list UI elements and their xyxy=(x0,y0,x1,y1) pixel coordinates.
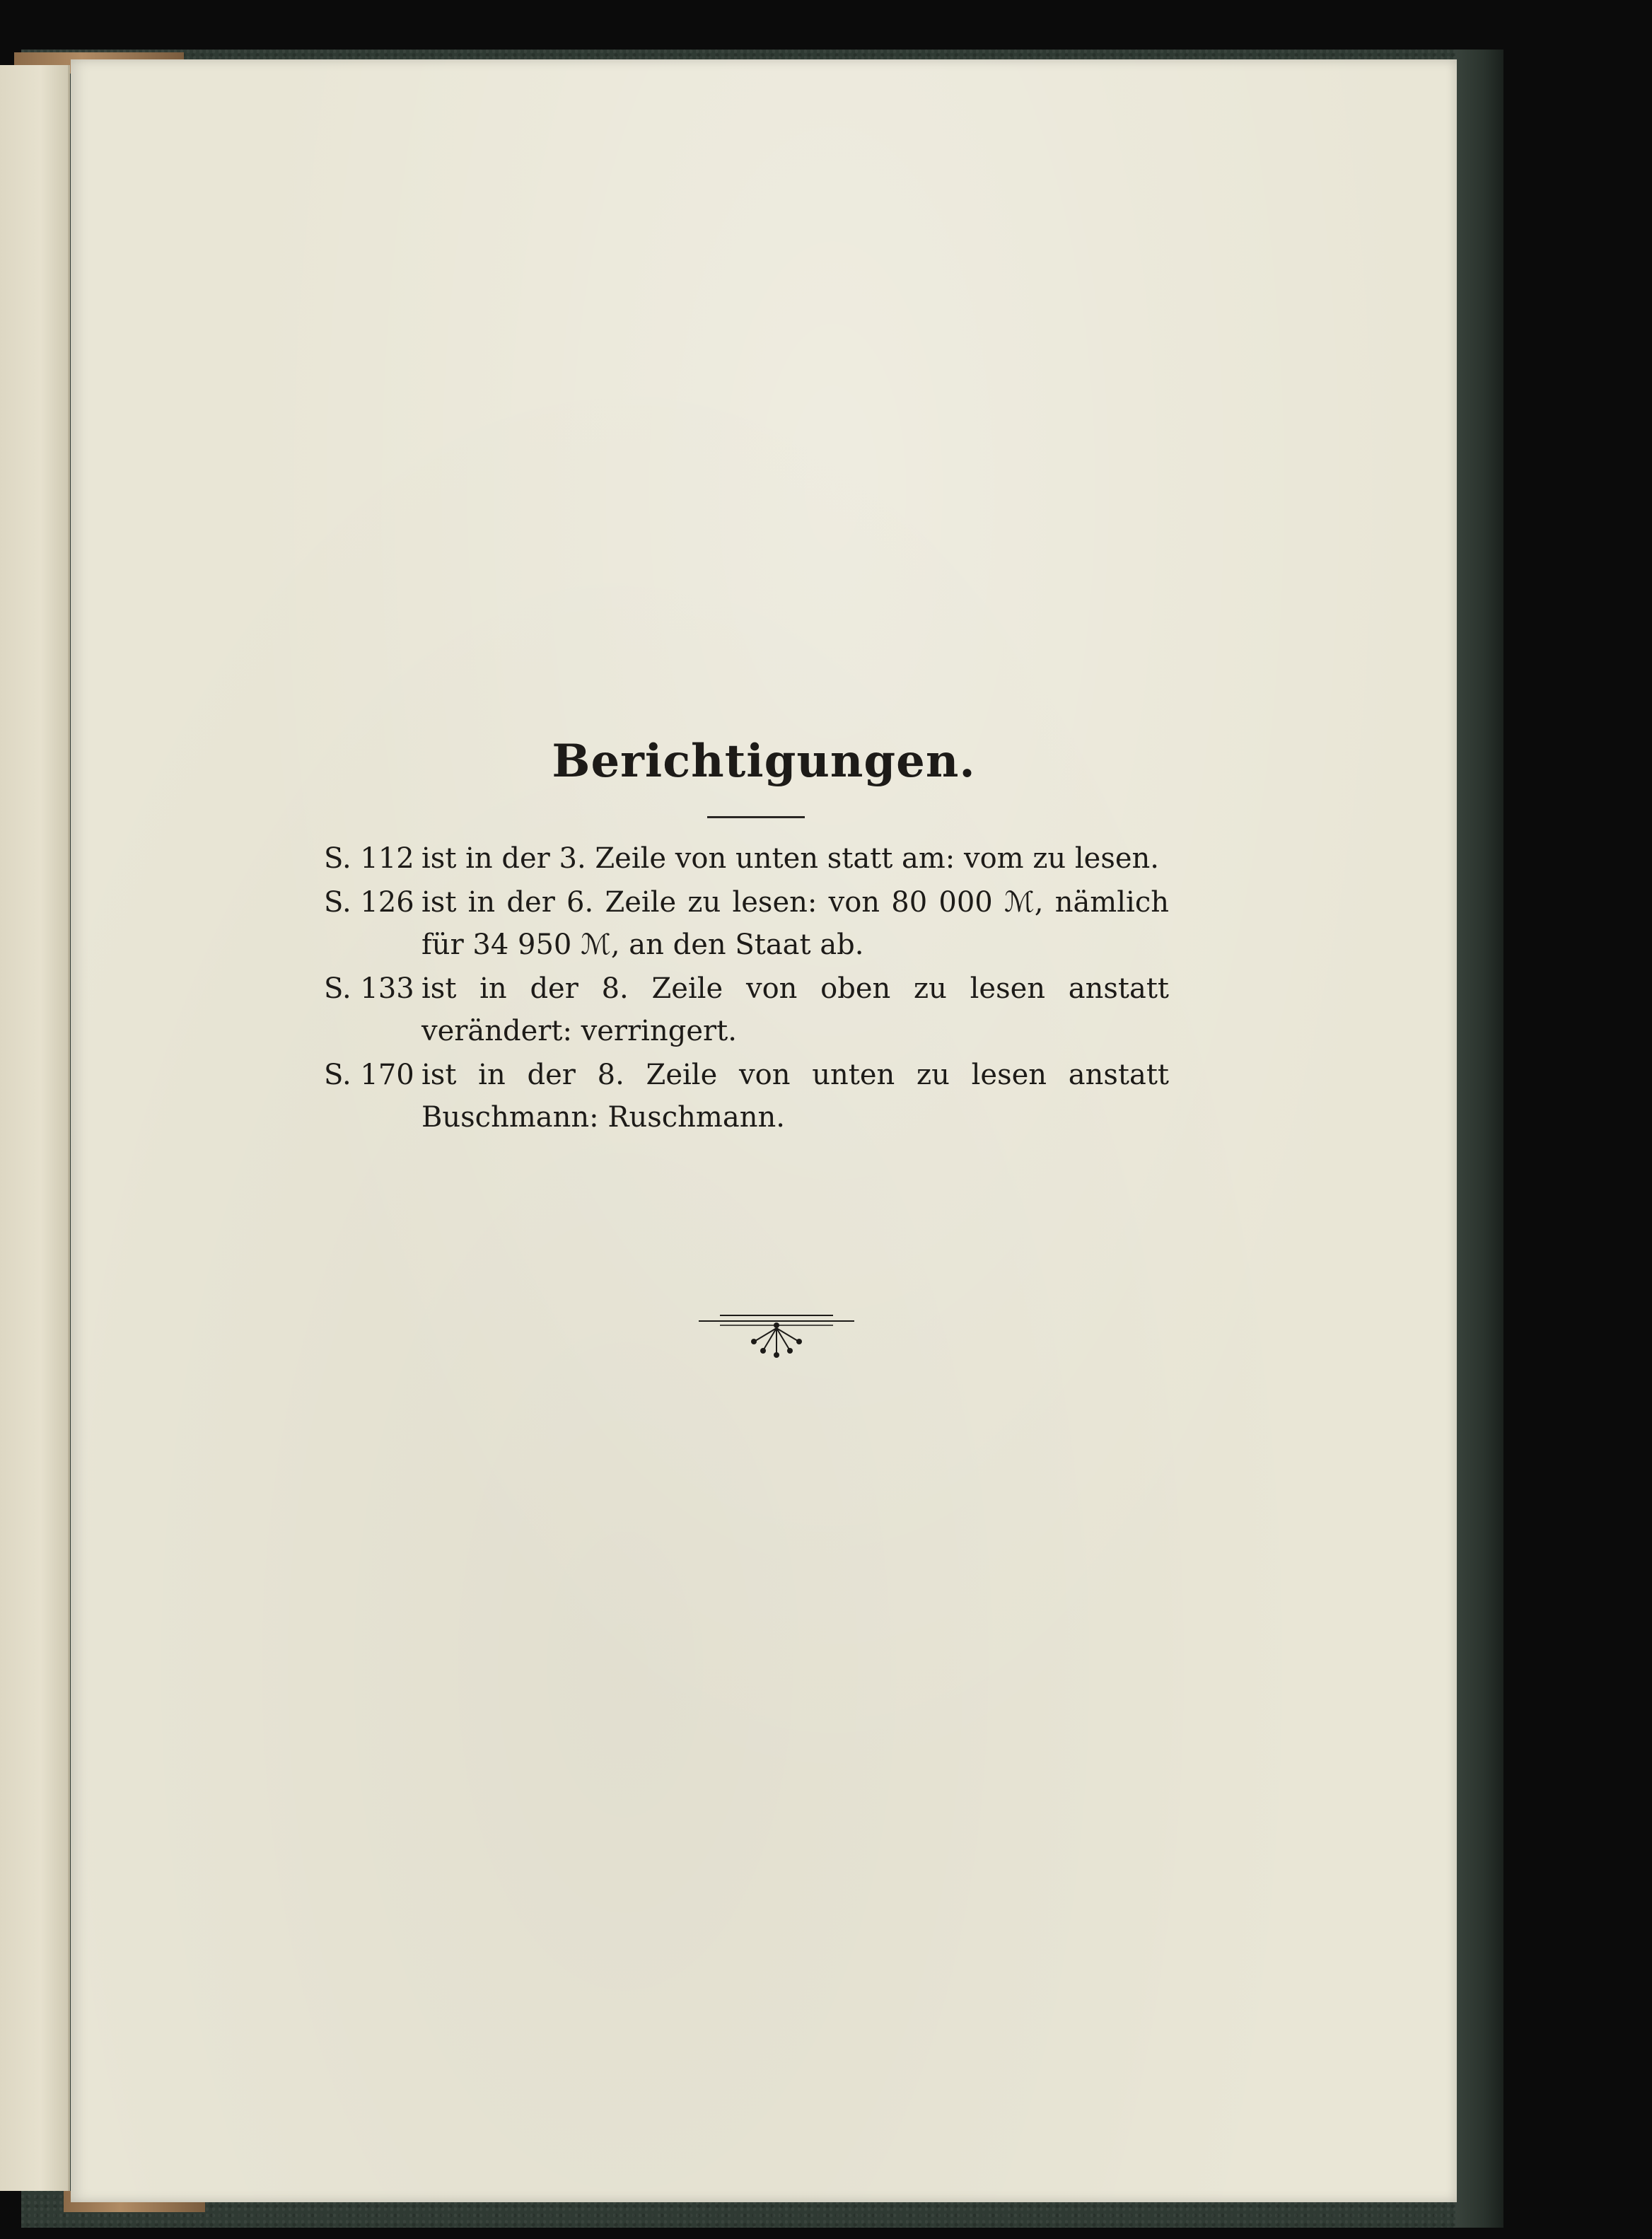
correction-page-ref: S. 170 xyxy=(324,1059,414,1091)
correction-page-ref: S. 112 xyxy=(324,842,414,875)
corrections-list xyxy=(324,837,1169,1140)
correction-entry xyxy=(324,881,1169,966)
page-content xyxy=(71,59,1457,2202)
fleuron-divider-icon xyxy=(699,1311,854,1361)
correction-text: ist in der 3. Zeile von unten statt am: vom zu lesen. xyxy=(421,842,1160,875)
correction-entry xyxy=(324,967,1169,1052)
correction-entry xyxy=(324,1054,1169,1139)
title-underline xyxy=(707,816,805,818)
book-cover-edge xyxy=(1455,50,1503,2228)
facing-page-edge xyxy=(0,65,70,2191)
correction-page-ref: S. 133 xyxy=(324,972,414,1005)
correction-text: ist in der 8. Zeile von oben zu lesen anstatt verändert: verringert. xyxy=(421,972,1169,1047)
correction-entry xyxy=(324,837,1169,880)
correction-text: ist in der 6. Zeile zu lesen: von 80 000 ℳ, nämlich für 34 950 ℳ, an den Staat ab. xyxy=(421,886,1169,961)
correction-text: ist in der 8. Zeile von unten zu lesen anstatt Buschmann: Ruschmann. xyxy=(421,1059,1169,1134)
page-title: Berichtigungen. xyxy=(552,735,976,788)
book-page xyxy=(71,59,1457,2202)
correction-page-ref: S. 126 xyxy=(324,886,414,919)
